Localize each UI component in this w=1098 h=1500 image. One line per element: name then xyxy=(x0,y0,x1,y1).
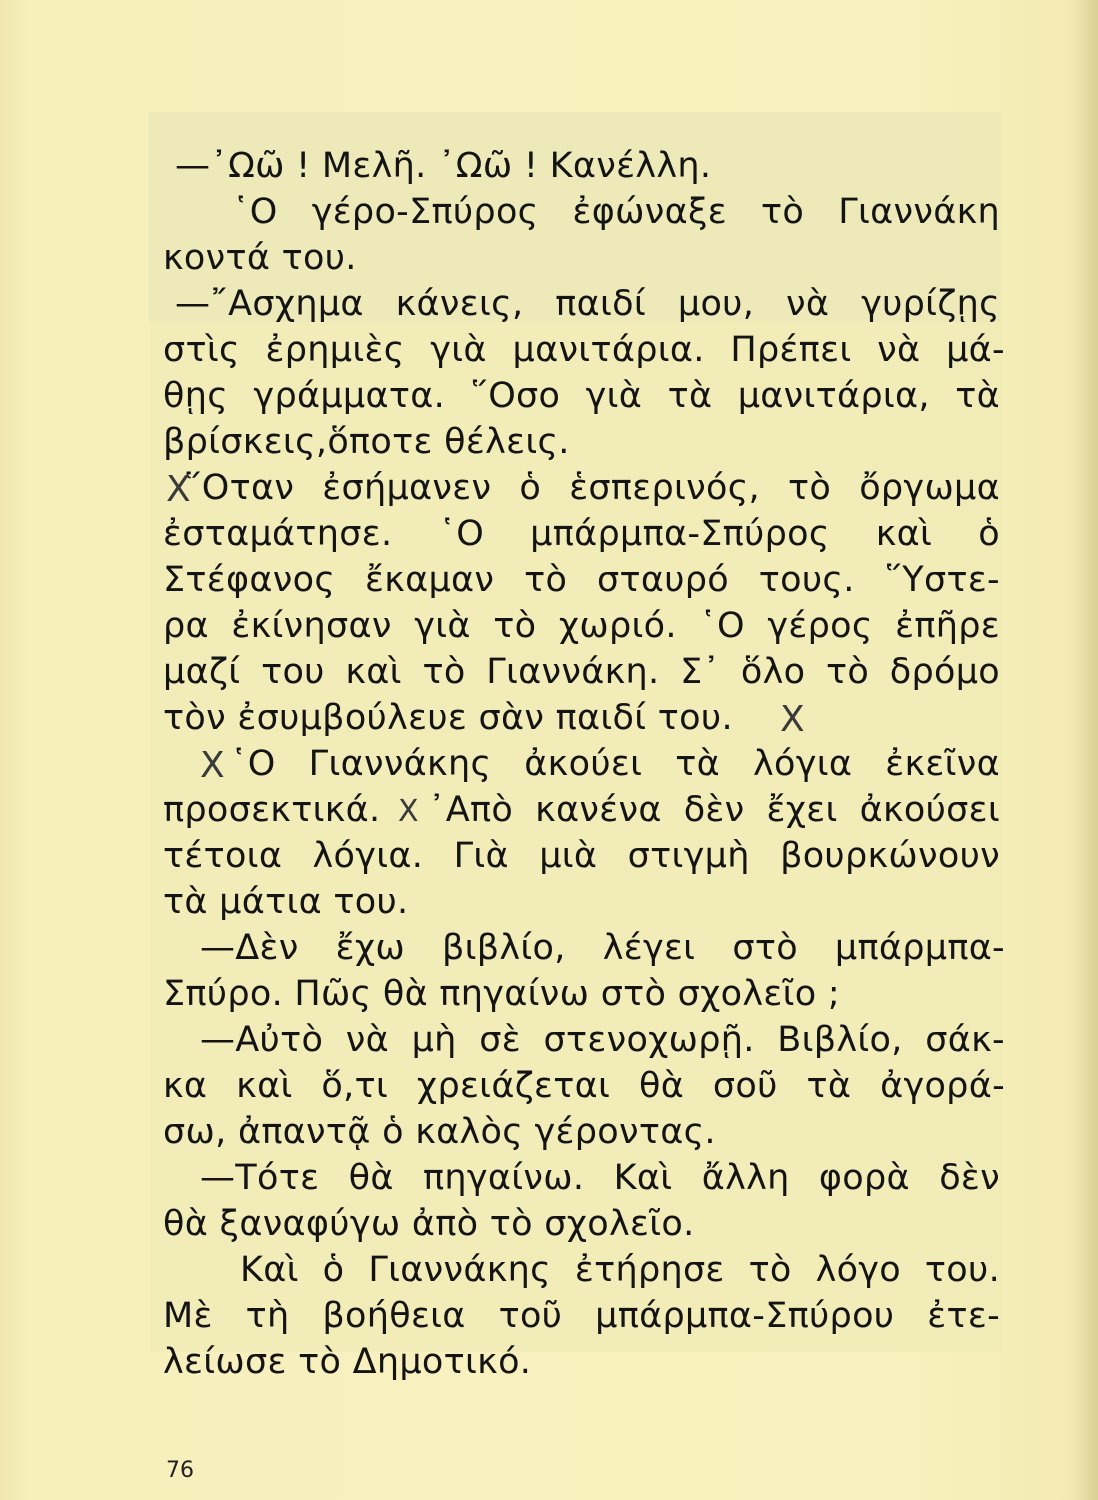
text-line: τὰ μάτια του. xyxy=(163,882,409,922)
text-line: μαζί του καὶ τὸ Γιαννάκη. Σ᾿ ὅλο τὸ δρόμο xyxy=(163,652,1000,692)
page-number: 76 xyxy=(166,1458,194,1483)
text-line: ῞Οταν ἐσήμανεν ὁ ἑσπερινός, τὸ ὄργωμα xyxy=(184,468,1000,508)
text-line: σω, ἀπαντᾷ ὁ καλὸς γέροντας. xyxy=(163,1112,716,1152)
pencil-mark: Χ xyxy=(166,469,191,510)
text-line: ῾Ο γέρο-Σπύρος ἐφώναξε τὸ Γιαννάκη xyxy=(232,192,1000,232)
text-line: προσεκτικά. xyxy=(163,790,381,830)
text-line: —῎Ασχημα κάνεις, παιδί μου, νὰ γυρίζῃς xyxy=(175,284,1000,324)
text-line: Σπύρο. Πῶς θὰ πηγαίνω στὸ σχολεῖο ; xyxy=(163,974,841,1014)
text-line: —Τότε θὰ πηγαίνω. Καὶ ἄλλη φορὰ δὲν xyxy=(200,1158,1000,1198)
text-line: στὶς ἐρημιὲς γιὰ μανιτάρια. Πρέπει νὰ μά- xyxy=(163,330,1005,370)
text-line: ρα ἐκίνησαν γιὰ τὸ χωριό. ῾Ο γέρος ἐπῆρε xyxy=(163,606,1000,646)
text-line: τέτοια λόγια. Γιὰ μιὰ στιγμὴ βουρκώνουν xyxy=(163,836,1000,876)
text-line: λείωσε τὸ Δημοτικό. xyxy=(163,1342,532,1382)
pencil-mark: Χ xyxy=(780,699,805,740)
text-line: κοντά του. xyxy=(163,238,357,278)
text-line: —᾿Ωῶ ! Μελῆ. ᾿Ωῶ ! Κανέλλη. xyxy=(175,146,712,186)
text-line: θὰ ξαναφύγω ἀπὸ τὸ σχολεῖο. xyxy=(163,1204,695,1244)
text-line: τὸν ἐσυμβούλευε σὰν παιδί του. xyxy=(163,698,733,738)
text-line: ἐσταμάτησε. ῾Ο μπάρμπα-Σπύρος καὶ ὁ xyxy=(163,514,1000,554)
text-line: ᾿Απὸ κανένα δὲν ἔχει ἀκούσει xyxy=(428,790,1000,830)
text-line: βρίσκεις,ὅποτε θέλεις. xyxy=(163,422,570,462)
text-line: θῃς γράμματα. ῞Οσο γιὰ τὰ μανιτάρια, τὰ xyxy=(163,376,1000,416)
text-line: Στέφανος ἔκαμαν τὸ σταυρό τους. ῞Υστε- xyxy=(163,560,1000,600)
text-line: —Δὲν ἔχω βιβλίο, λέγει στὸ μπάρμπα- xyxy=(200,928,1005,968)
text-line: —Αὐτὸ νὰ μὴ σὲ στενοχωρῇ. Βιβλίο, σάκ- xyxy=(200,1020,1005,1060)
pencil-mark: Χ xyxy=(398,794,419,829)
text-line: κα καὶ ὅ,τι χρειάζεται θὰ σοῦ τὰ ἀγορά- xyxy=(163,1066,1005,1106)
text-line: Καὶ ὁ Γιαννάκης ἐτήρησε τὸ λόγο του. xyxy=(240,1250,1000,1290)
text-line: Μὲ τὴ βοήθεια τοῦ μπάρμπα-Σπύρου ἐτε- xyxy=(163,1296,1000,1336)
text-line: ῾Ο Γιαννάκης ἀκούει τὰ λόγια ἐκεῖνα xyxy=(230,744,1000,784)
pencil-mark: Χ xyxy=(200,745,225,786)
